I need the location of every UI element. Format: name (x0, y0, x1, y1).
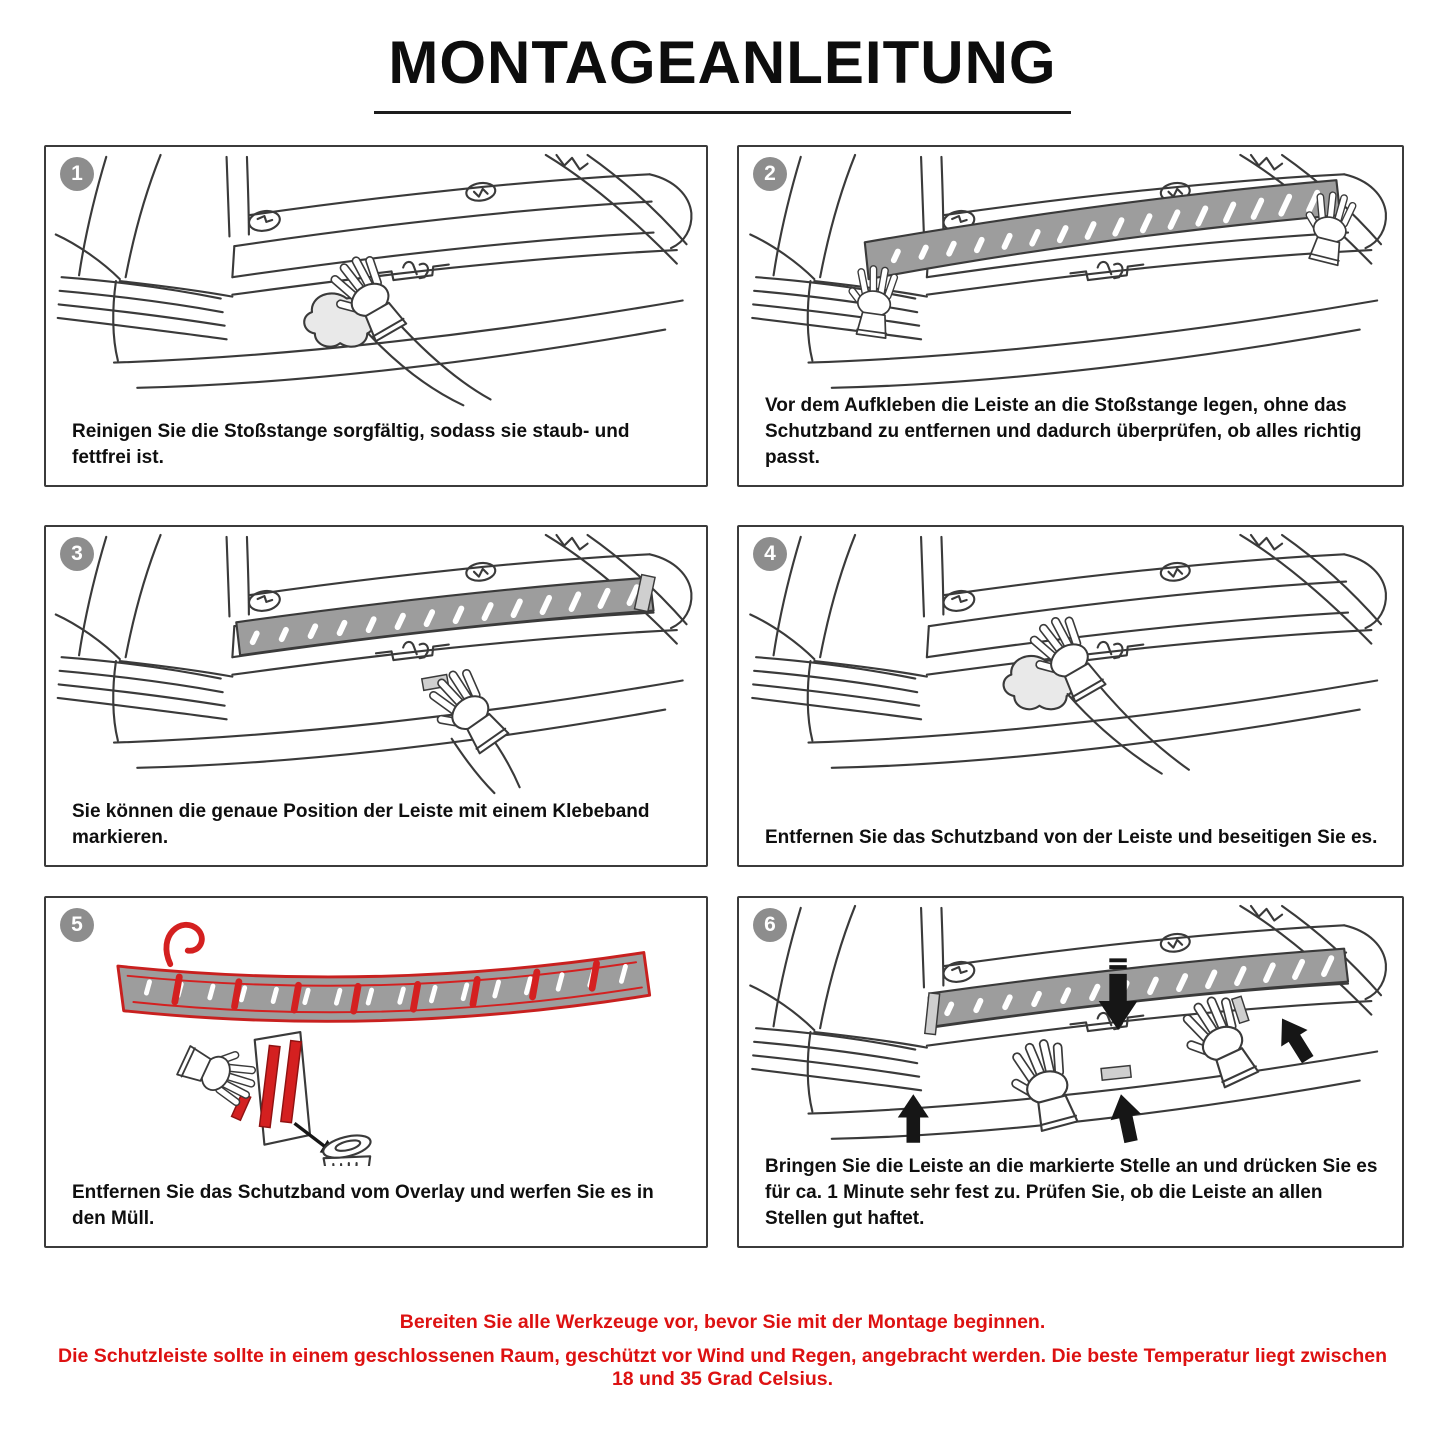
arm-line (1095, 680, 1189, 769)
footer-note-environment: Die Schutzleiste sollte in einem geschlossenen Raum, geschützt vor Wind und Regen, angebracht werden. Die beste Temperatur liegt zwischen 18 und 35 Grad Celsius. (58, 1345, 1388, 1390)
trash-can-icon (321, 1131, 373, 1166)
step-2-illustration (739, 153, 1402, 415)
step-caption: Bringen Sie die Leiste an die markierte Stelle an und drücken Sie es für ca. 1 Minute sehr fest zu. Prüfen Sie, ob die Leiste an allen Stellen gut haftet. (765, 1156, 1378, 1229)
step-number-badge: 2 (753, 157, 787, 191)
step-panel-6 (737, 896, 1404, 1248)
step-4-illustration (739, 533, 1402, 795)
arm-line (1068, 694, 1162, 774)
step-caption: Entfernen Sie das Schutzband vom Overlay und werfen Sie es in den Müll. (72, 1182, 654, 1229)
step-number-badge: 6 (753, 908, 787, 942)
footer-note-tools: Bereiten Sie alle Werkzeuge vor, bevor Sie mit der Montage beginnen. (399, 1311, 1046, 1333)
step-caption: Vor dem Aufkleben die Leiste an die Stoßstange legen, ohne das Schutzband zu entfernen und dadurch überprüfen, ob alles richtig passt. (765, 395, 1362, 468)
step-1-illustration (46, 153, 706, 415)
tape-piece (1101, 1066, 1131, 1081)
step-number-badge: 3 (60, 537, 94, 571)
step-caption: Reinigen Sie die Stoßstange sorgfältig, sodass sie staub- und fettfrei ist. (72, 421, 630, 468)
step-number-badge: 1 (60, 157, 94, 191)
step-caption: Entfernen Sie das Schutzband von der Leiste und beseitigen Sie es. (765, 827, 1378, 848)
step-3-illustration (46, 533, 706, 795)
step-panel-3 (44, 525, 708, 867)
page-title: MONTAGEANLEITUNG (0, 28, 1445, 114)
step-panel-4 (737, 525, 1404, 867)
step-number-badge: 4 (753, 537, 787, 571)
step-caption: Sie können die genaue Position der Leiste mit einem Klebeband markieren. (72, 801, 650, 848)
step-panel-1 (44, 145, 708, 487)
step-number-badge: 5 (60, 908, 94, 942)
step-panel-2 (737, 145, 1404, 487)
step-5-illustration (46, 904, 706, 1166)
tape-piece (925, 993, 940, 1035)
overlay-strip-with-tape (118, 925, 650, 1022)
peeled-tape-curl (166, 925, 201, 964)
step-6-illustration (739, 904, 1402, 1166)
step-panel-5 (44, 896, 708, 1248)
arm-line (368, 333, 463, 405)
dispose-scene (177, 1032, 373, 1166)
